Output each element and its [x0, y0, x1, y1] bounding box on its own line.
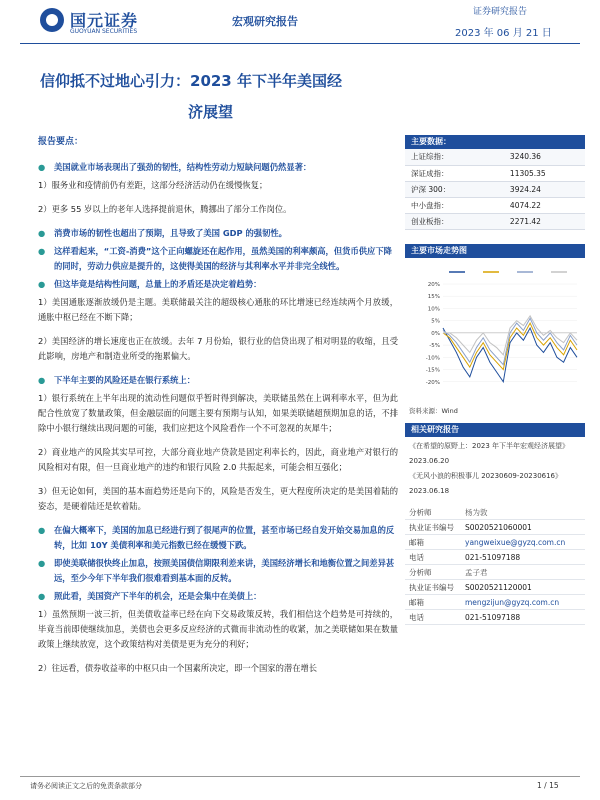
report-type: 宏观研究报告: [232, 15, 298, 28]
paragraph: 3）但无论如何，美国的基本面趋势还是向下的，风险是否发生，更大程度所决定的是美国着陆的姿态，是硬着陆还是软着陆。: [38, 486, 398, 511]
sidebar: [405, 135, 585, 625]
main-content: [38, 135, 398, 685]
paragraph: 2）商业地产的风险其实早可控，大部分商业地产贷款是固定利率长约，因此，商业地产对银行的风险相对有限，但一旦商业地产的违约和银行风险 2.0 共振起来，可能会相互强化；: [38, 447, 398, 472]
report-title: [40, 66, 390, 128]
report-date: 2023 年 06 月 21 日: [455, 28, 552, 39]
key-point-text: 下半年主要的风险还是在银行系统上：: [54, 375, 196, 385]
analyst-field-value[interactable]: mengzijun@gyzq.com.cn: [465, 597, 560, 607]
key-point-text: 即使美联储很快终止加息，按照美国债信期限利差来讲，美国经济增长和地衡位置之间差异甚远，至少今年下半年我们很难看到基本面的反转。: [54, 558, 395, 583]
key-point-text: 但这毕竟是结构性问题，总量上的矛盾还是决定着趋势：: [54, 279, 262, 289]
main-data-table: [405, 149, 585, 230]
series-line: [443, 315, 577, 354]
analyst-field-label: 电话: [409, 552, 424, 562]
key-point-text: 在偏大概率下，美国的加息已经进行到了很尾声的位置，甚至市场已经自发开始交易加息的反转，比如 10Y 美债利率和美元指数已经在缓慢下跌。: [54, 525, 395, 550]
chart-svg: [405, 262, 585, 404]
data-row: [405, 181, 585, 197]
related-report[interactable]: 《在希望的原野上：2023 年下半年宏观经济展望》2023.06.20: [409, 441, 570, 465]
data-row: [405, 213, 585, 229]
report-header: [0, 0, 600, 40]
title-line-1: 信仰抵不过地心引力：2023 年下半年美国经: [40, 72, 342, 90]
data-row: [405, 149, 585, 165]
analyst-row: [405, 595, 585, 610]
analyst-field-value: 021-51097188: [465, 612, 521, 622]
analyst-row: [405, 580, 585, 595]
analyst-field-label: 邮箱: [409, 537, 424, 547]
main-data-header: 主要数据：: [405, 135, 585, 149]
analyst-row: [405, 535, 585, 550]
logo-name-cn: 国元证券: [70, 11, 139, 30]
index-value: 4074.22: [480, 197, 585, 213]
y-tick-label: -10%: [425, 354, 440, 361]
key-point-bullet: [38, 589, 398, 604]
market-trend-chart: [405, 262, 585, 404]
index-value: 2271.42: [480, 213, 585, 229]
bullet-icon: ●: [38, 246, 46, 256]
index-name: 深证成指：: [405, 165, 480, 181]
analyst-field-value: 孟子君: [465, 567, 488, 577]
bullet-icon: ●: [38, 279, 46, 289]
analyst-row: [405, 565, 585, 580]
analyst-field-value: 杨为敦: [465, 507, 488, 517]
footer-divider: [20, 776, 580, 777]
y-tick-label: 15%: [427, 293, 440, 300]
logo-mark-icon: [40, 8, 64, 32]
index-name: 上证综指：: [405, 149, 480, 165]
page-number: 1 / 15: [537, 781, 559, 790]
key-points-label: 报告要点：: [38, 137, 84, 147]
key-point-text: 照此看，美国资产下半年的机会，还是会集中在美债上：: [54, 591, 262, 601]
analyst-row: [405, 550, 585, 565]
key-point-bullet: [38, 226, 398, 241]
data-row: [405, 197, 585, 213]
index-name: 创业板指：: [405, 213, 480, 229]
paragraph: 1）服务业和疫情前仍有差距，这部分经济活动仍在缓慢恢复；: [38, 180, 268, 190]
y-tick-label: 20%: [427, 281, 440, 288]
y-tick-label: 10%: [427, 305, 440, 312]
analyst-field-label: 执业证书编号: [409, 522, 454, 532]
logo-name-en: GUOYUAN SECURITIES: [70, 28, 138, 35]
analyst-field-value: S0020521120001: [465, 582, 532, 592]
key-point-bullet: [38, 277, 398, 292]
analyst-field-label: 分析师: [409, 507, 432, 517]
analyst-row: [405, 610, 585, 625]
key-point-bullet: [38, 523, 398, 553]
y-tick-label: 0%: [431, 330, 440, 337]
y-tick-label: -5%: [429, 342, 440, 349]
index-name: 中小盘指：: [405, 197, 480, 213]
company-logo: [40, 8, 190, 40]
bullet-icon: ●: [38, 162, 46, 172]
title-line-2: 济展望: [188, 103, 234, 121]
y-tick-label: -15%: [425, 367, 440, 374]
analyst-field-value[interactable]: yangweixue@gyzq.com.cn: [465, 537, 566, 547]
related-research-list: [405, 437, 585, 501]
header-divider: [20, 43, 580, 44]
paragraph: 2）更多 55 岁以上的老年人选择提前退休，腾挪出了部分工作岗位。: [38, 204, 292, 214]
key-point-text: 消费市场的韧性也超出了预期，且导致了美国 GDP 的强韧性。: [54, 228, 287, 238]
index-name: 沪深 300：: [405, 181, 480, 197]
paragraph: 1）银行系统在上半年出现的流动性问题似乎暂时得到解决，美联储虽然在上调利率水平，但为此配合性放宽了数量政策，但金融层面的问题主要有预期与认知，如果美联储超预期加息的话，不排除中小银行继续出现问题的可能，我们应把这个风险看作一个不可忽视的灰犀牛；: [38, 393, 398, 433]
bullet-icon: ●: [38, 228, 46, 238]
analyst-row: [405, 520, 585, 535]
analyst-field-label: 分析师: [409, 567, 432, 577]
y-tick-label: 5%: [431, 318, 440, 325]
analyst-info: [405, 505, 585, 625]
footer-disclaimer: 请务必阅读正文之后的免责条款部分: [30, 782, 142, 790]
index-value: 11305.35: [480, 165, 585, 181]
paragraph: 1）虽然预期一波三折，但美债收益率已经在向下交易政策反转，我们相信这个趋势是可持续的，毕竟当前即使继续加息，美债也会更多反应经济的式微而非流动性的收紧，加之美联储如果在数量政策上继续放宽，这个政策结构对美债是更为充分的利好；: [38, 609, 398, 649]
key-point-bullet: [38, 160, 398, 175]
key-point-bullet: [38, 244, 398, 274]
y-tick-label: -20%: [425, 379, 440, 386]
data-row: [405, 165, 585, 181]
bullet-icon: ●: [38, 558, 46, 568]
analyst-field-label: 邮箱: [409, 597, 424, 607]
series-line: [443, 323, 577, 369]
paragraph: 2）往远看，债券收益率的中枢只由一个国素所决定，即一个国家的潜在增长: [38, 663, 318, 673]
paragraph: 1）美国通胀逐渐放缓仍是主题。美联储最关注的超级核心通胀的环比增速已经连续两个月放缓，通胀中枢已经在不断下降；: [38, 297, 398, 322]
chart-source: 资料来源：Wind: [409, 406, 458, 415]
key-point-text: 这样看起来，“工资-消费”这个正向螺旋还在起作用，虽然美国的利率颇高，但货币供应下降的同时，劳动力供应是提升的，这使得美国的经济与其利率水平并非完全线性。: [54, 246, 392, 271]
paragraph: 2）美国经济的增长速度也正在放缓。去年 7 月份始，银行业的信贷出现了相对明显的收缩，且受此影响，房地产和制造业所受的拖累偏大。: [38, 336, 398, 361]
related-research-header: 相关研究报告: [405, 423, 585, 437]
bullet-icon: ●: [38, 525, 46, 535]
chart-header: 主要市场走势图: [405, 244, 585, 258]
analyst-field-label: 执业证书编号: [409, 582, 454, 592]
key-point-text: 美国就业市场表现出了强劲的韧性，结构性劳动力短缺问题仍然显著：: [54, 162, 312, 172]
bullet-icon: ●: [38, 375, 46, 385]
index-value: 3240.36: [480, 149, 585, 165]
bullet-icon: ●: [38, 591, 46, 601]
key-point-bullet: [38, 373, 398, 388]
index-value: 3924.24: [480, 181, 585, 197]
analyst-field-value: 021-51097188: [465, 552, 521, 562]
related-report[interactable]: 《无风小浪的积极事儿 20230609-20230616》2023.06.18: [409, 471, 563, 495]
analyst-field-value: S0020521060001: [465, 522, 532, 532]
key-point-bullet: [38, 556, 398, 586]
key-points-list: [38, 160, 398, 676]
report-category: 证券研究报告: [473, 7, 528, 17]
analyst-field-label: 电话: [409, 612, 424, 622]
analyst-row: [405, 505, 585, 520]
series-line: [443, 328, 577, 382]
